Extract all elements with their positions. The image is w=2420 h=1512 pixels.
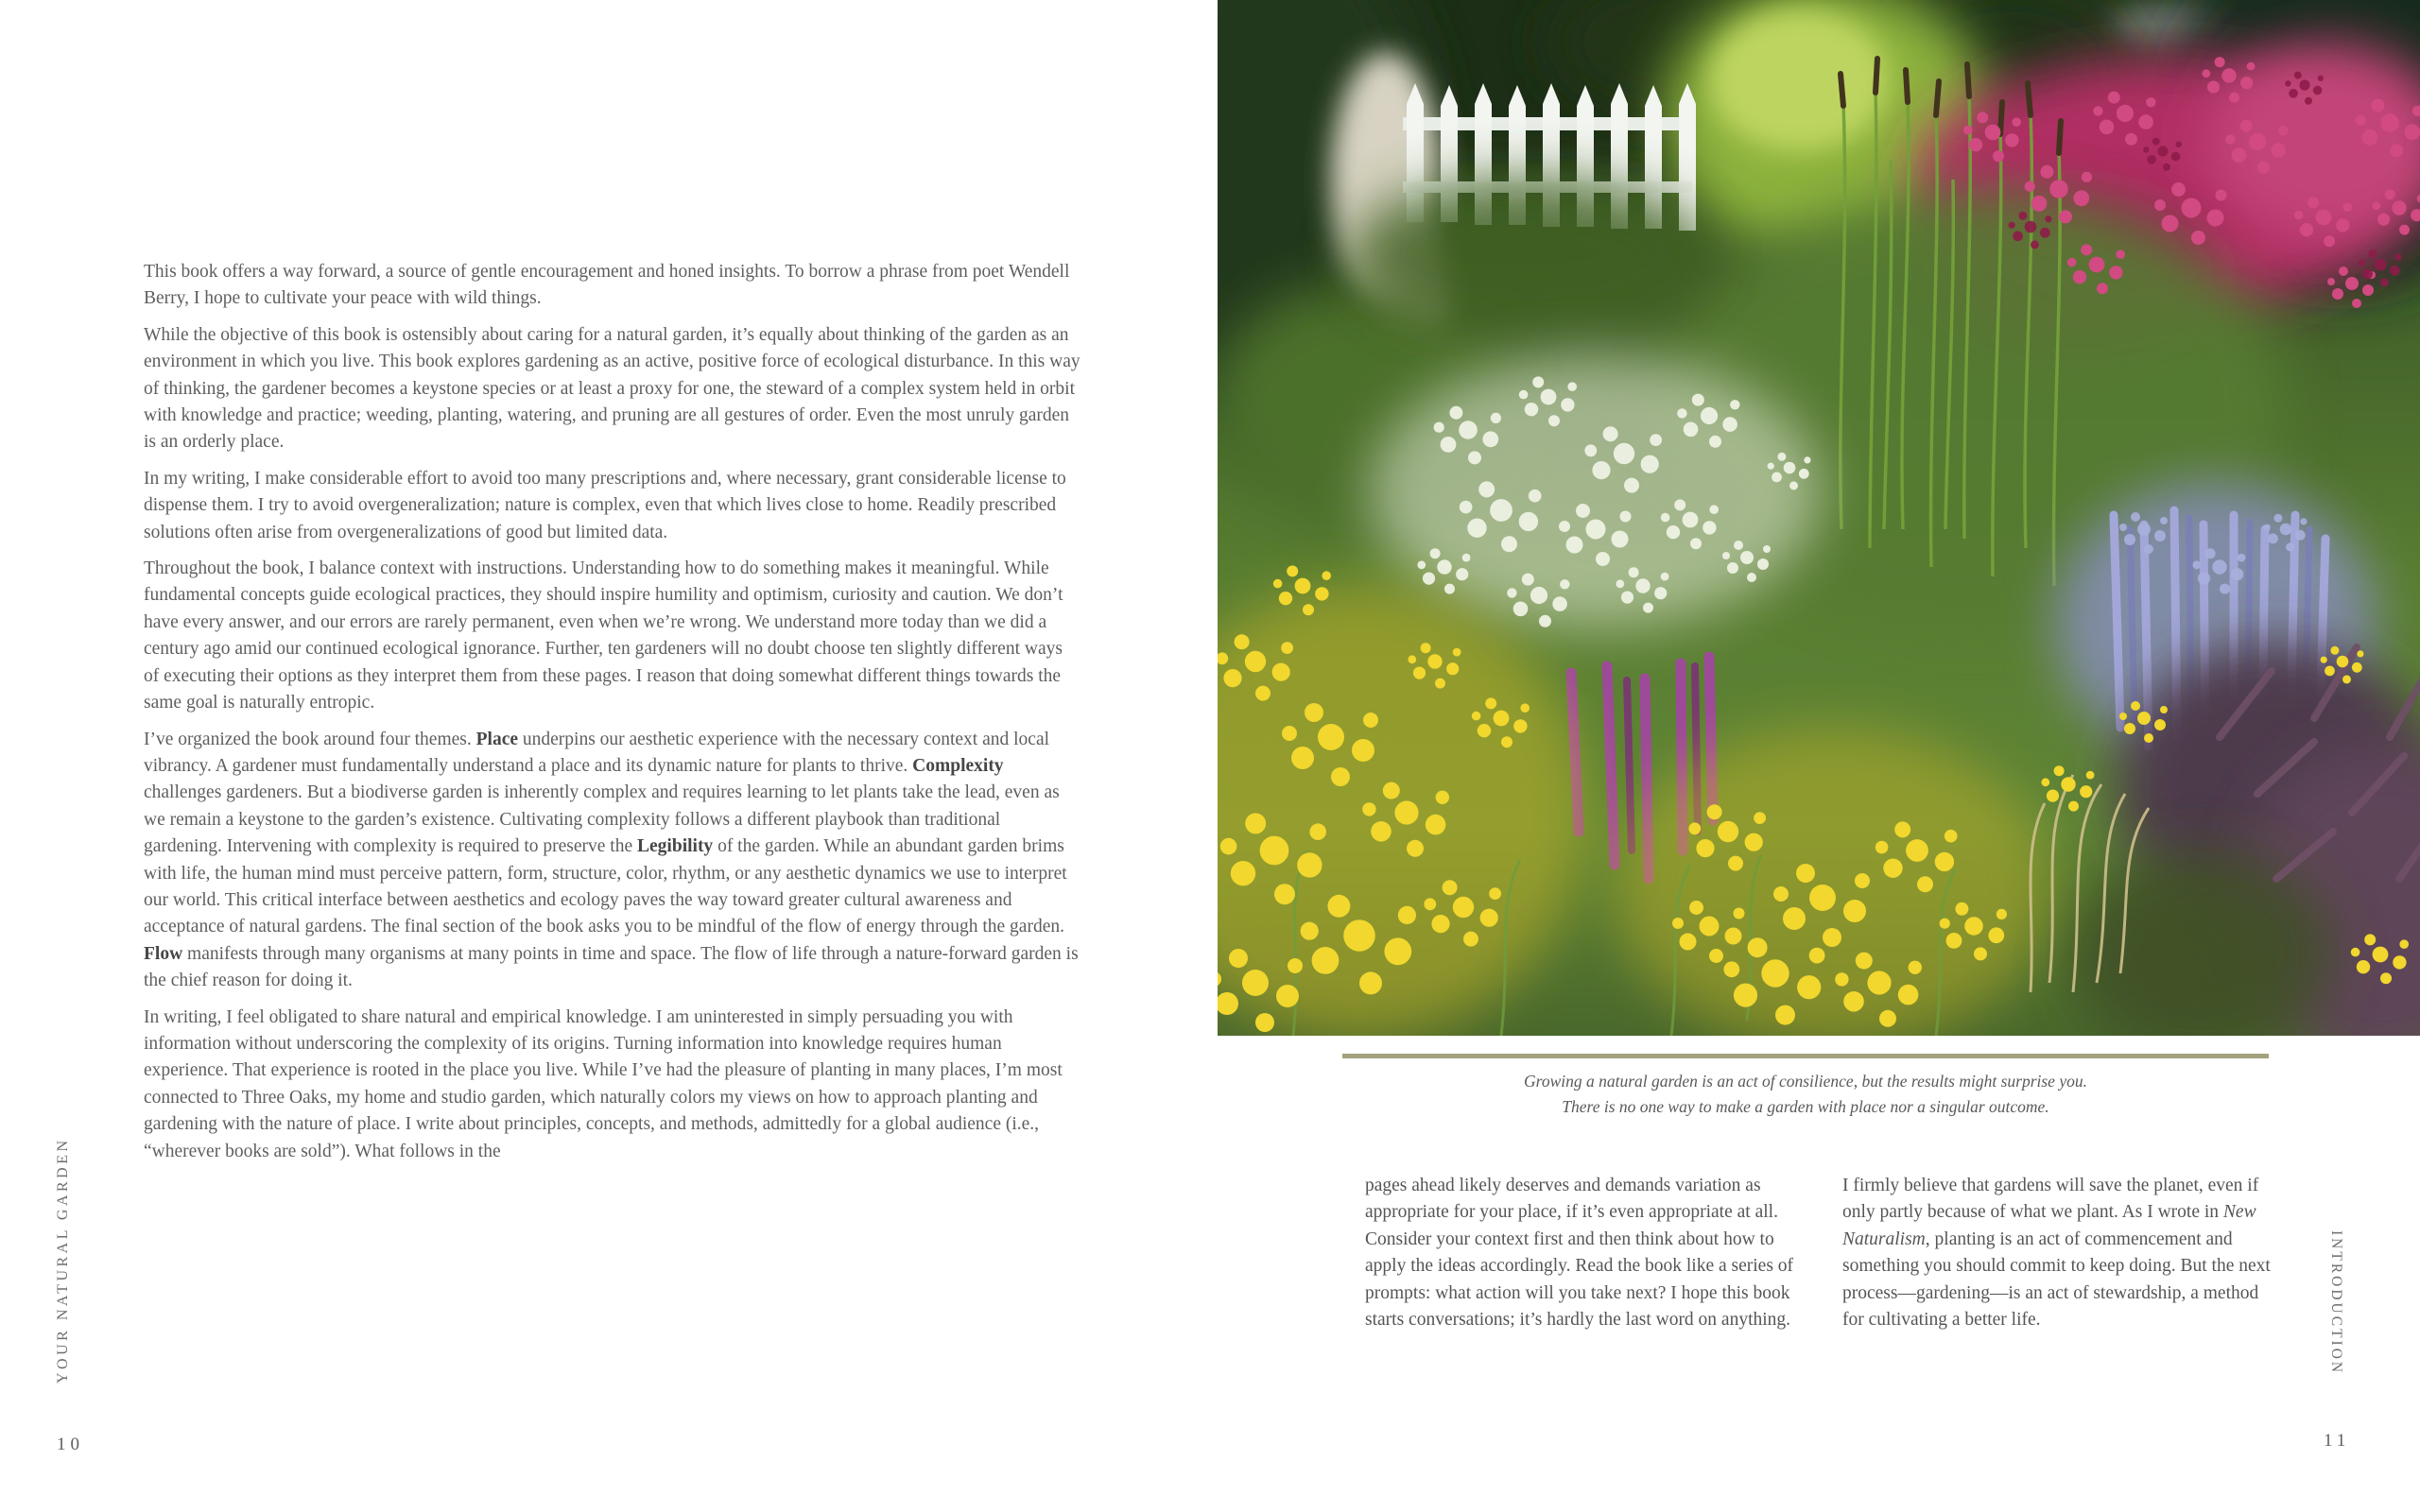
body-text-block	[144, 259, 1081, 1165]
themes-seg: of the garden. While an abundant garden brims with life, the human mind must perceive pattern, form, structure, color, rhythm, or any aesthetic dynamics we use to interpret our world. This critical interface between aesthetics and ecology paves the way toward greater cultural awareness and acceptance of natural gardens. The final section of the book asks you to be mindful of the flow of energy through the garden.	[144, 836, 1067, 937]
paragraph-prescriptions: In my writing, I make considerable effort to avoid too many prescriptions and, where necessary, grant considerable license to dispense them. I try to avoid overgeneralization; nature is complex, even that which lives close to home. Readily prescribed solutions often arise from overgeneralizations of good but limited data.	[144, 468, 1066, 542]
themes-seg: manifests through many organisms at many points in time and space. The flow of life through a nature-forward garden is the chief reason for doing it.	[144, 943, 1079, 991]
paragraph-knowledge: In writing, I feel obligated to share natural and empirical knowledge. I am uninterested in simply persuading you with information without underscoring the complexity of its origins. Turning information into knowledge requires human experience. That experience is rooted in the place you live. While I’ve had the pleasure of planting in many places, I’m most connected to Three Oaks, my home and studio garden, which naturally colors my views on how to approach planting and gardening with the nature of place. I write about principles, concepts, and methods, admittedly for a global audience (i.e., “wherever books are sold”). What follows in the	[144, 1006, 1063, 1161]
theme-complexity: Complexity	[912, 755, 1004, 776]
caption-rule	[1342, 1054, 2269, 1058]
running-footer-right: INTRODUCTION	[2328, 1230, 2344, 1376]
text-columns	[1365, 1173, 2278, 1333]
themes-seg: challenges gardeners. But a biodiverse garden is inherently complex and requires learning to let plants take the lead, even as we remain a keystone to the garden’s existence. Cultivating complexity follows a different playbook than traditional gardening. Intervening with complexity is required to preserve the	[144, 782, 1060, 857]
running-footer-left: YOUR NATURAL GARDEN	[55, 1137, 71, 1383]
paragraph-objective: While the objective of this book is ostensibly about caring for a natural garden, it’s equally about thinking of the garden as an environment in which you live. This book explores gardening as an active, positive force of ecological disturbance. In this way of thinking, the gardener becomes a keystone species or at least a proxy for one, the steward of a complex system held in orbit with knowledge and practice; weeding, planting, watering, and pruning are all gestures of order. Even the most unruly garden is an orderly place.	[144, 324, 1080, 453]
themes-seg: I’ve organized the book around four themes.	[144, 729, 476, 749]
column-left: pages ahead likely deserves and demands variation as appropriate for your place, if it’s even appropriate at all. Consider your context first and then think about how to apply the ideas accordingly. Read the book like a series of prompts: what action will you take next? I hope this book starts conversations; it’s hardly the last word on anything.	[1365, 1176, 1794, 1331]
caption-line-1: Growing a natural garden is an act of consilience, but the results might surprise you.	[1524, 1072, 2087, 1091]
paragraph-context: Throughout the book, I balance context with instructions. Understanding how to do something makes it meaningful. While fundamental concepts guide ecological practices, they should inspire humility and optimism, curiosity and caution. We don’t have every answer, and our errors are rarely permanent, even when we’re wrong. We understand more today than we did a century ago amid our continued ecological ignorance. Further, ten gardeners will no doubt choose ten slightly different ways of executing their options as they interpret them from these pages. I reason that doing somewhat different things towards the same goal is naturally entropic.	[144, 558, 1063, 713]
photo-caption	[1342, 1069, 2269, 1120]
garden-photo-illustration	[1218, 0, 2420, 1036]
book-title-reference: New Naturalism	[1842, 1202, 2256, 1249]
column-right-seg: I firmly believe that gardens will save the planet, even if only partly because of what we plant. As I wrote in	[1842, 1176, 2259, 1223]
paragraph-themes	[144, 727, 1081, 995]
paragraph-intro: This book offers a way forward, a source of gentle encouragement and honed insights. To borrow a phrase from poet Wendell Berry, I hope to cultivate your peace with wild things.	[144, 262, 1070, 309]
column-right	[1842, 1173, 2278, 1333]
theme-place: Place	[475, 729, 518, 749]
caption-line-2: There is no one way to make a garden with place nor a singular outcome.	[1562, 1097, 2049, 1116]
theme-legibility: Legibility	[637, 836, 714, 857]
garden-photo	[1218, 0, 2420, 1036]
theme-flow: Flow	[144, 943, 183, 964]
page-number-right: 11	[2324, 1431, 2351, 1451]
themes-seg: underpins our aesthetic experience with the necessary context and local vibrancy. A gardener must fundamentally understand a place and its dynamic nature for plants to thrive.	[144, 729, 1050, 776]
page-number-left: 10	[57, 1435, 84, 1454]
column-right-seg: , planting is an act of commencement and something you should commit to keep doing. But the next process—gardening—is an act of stewardship, a method for cultivating a better life.	[1842, 1228, 2271, 1331]
